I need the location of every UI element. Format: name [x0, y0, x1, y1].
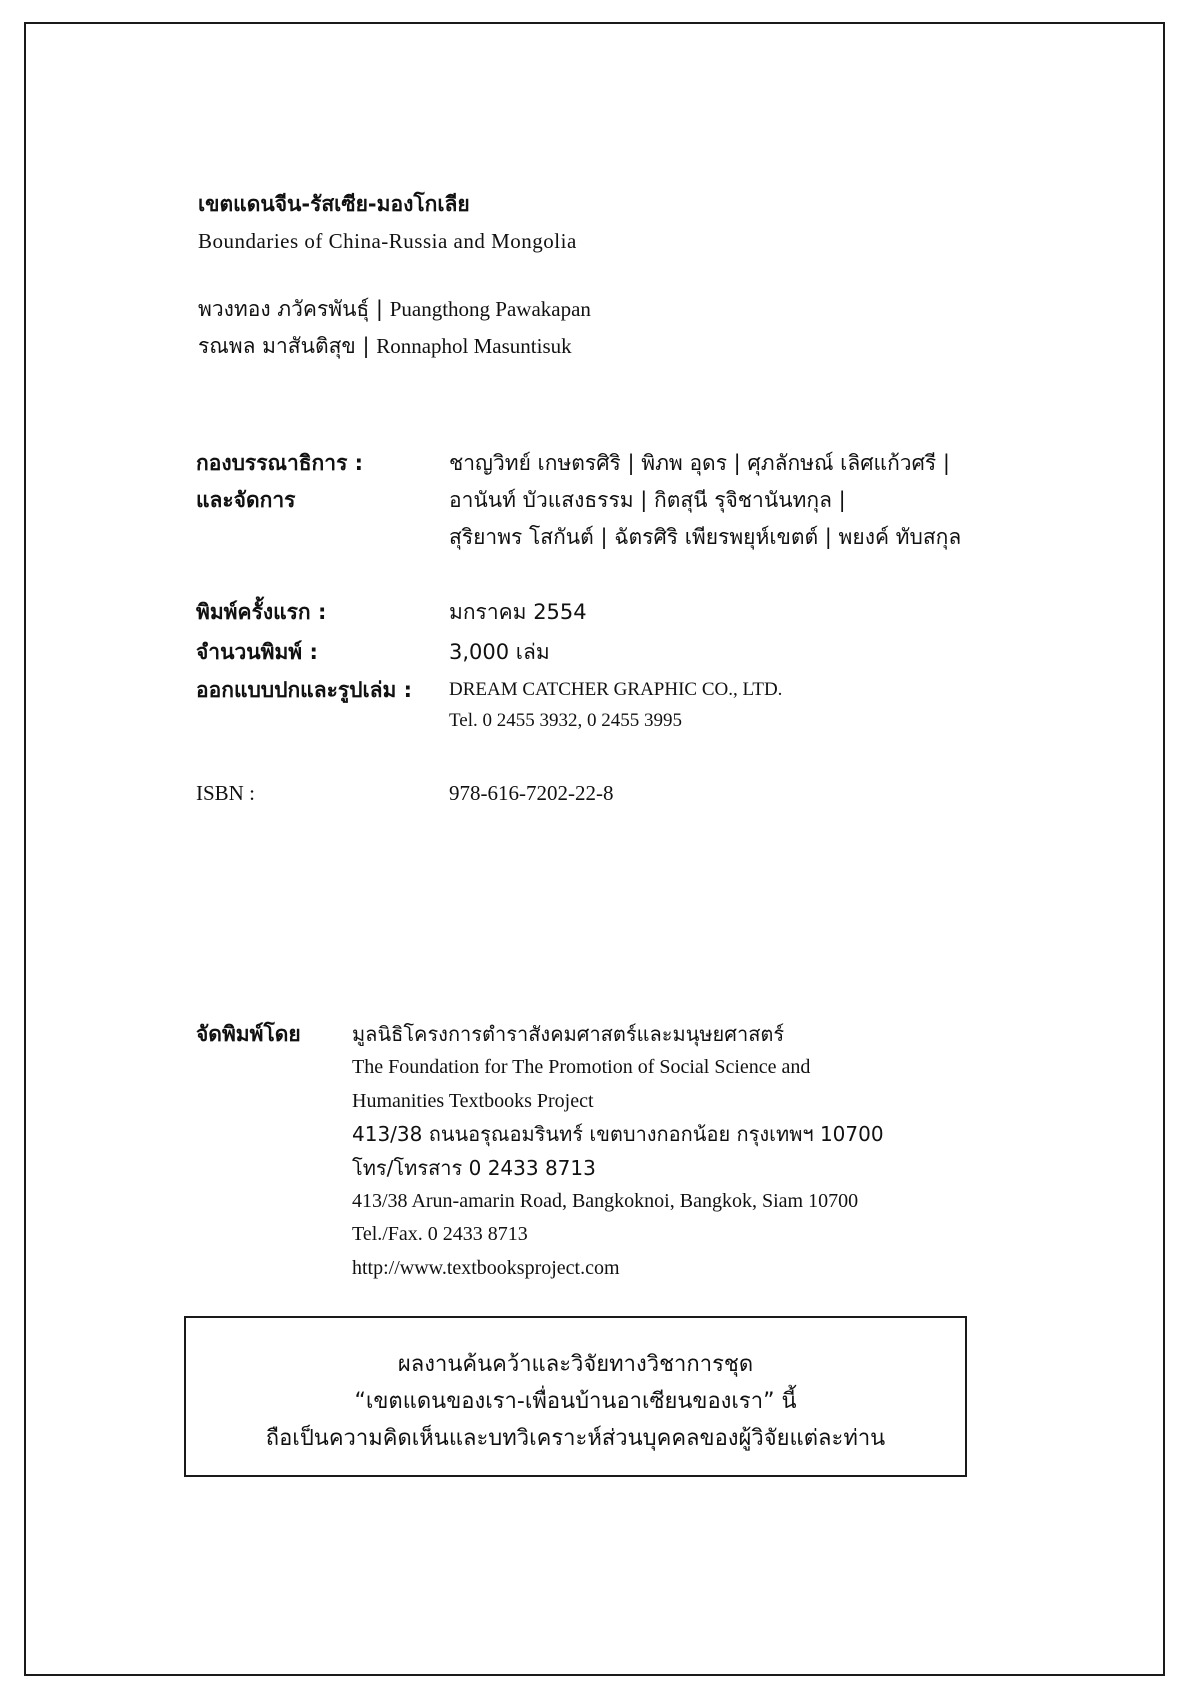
disclaimer-line: “เขตแดนของเรา-เพื่อนบ้านอาเซียนของเรา” นี้	[354, 1389, 797, 1414]
isbn-value: 978-616-7202-22-8	[449, 781, 614, 805]
publisher-website: http://www.textbooksproject.com	[352, 1256, 620, 1279]
editorial-line: ชาญวิทย์ เกษตรศิริ | พิภพ อุดร | ศุภลักษณ์ เลิศแก้วศรี |	[449, 451, 950, 475]
publisher-name-english: The Foundation for The Promotion of Social Science and	[352, 1056, 811, 1079]
book-title-thai: เขตแดนจีน-รัสเซีย-มองโกเลีย	[198, 192, 470, 216]
book-title-english: Boundaries of China-Russia and Mongolia	[198, 229, 577, 253]
author-2-thai: รณพล มาสันติสุข |	[198, 334, 370, 358]
publisher-label: จัดพิมพ์โดย	[196, 1022, 301, 1046]
design-value	[449, 674, 782, 736]
publisher-details	[352, 1018, 884, 1285]
publisher-phone-thai: โทร/โทรสาร 0 2433 8713	[352, 1155, 596, 1180]
disclaimer-line: ถือเป็นความคิดเห็นและบทวิเคราะห์ส่วนบุคคลของผู้วิจัยแต่ละท่าน	[265, 1426, 886, 1451]
authors-block	[198, 291, 591, 365]
design-label: ออกแบบปกและรูปเล่ม :	[196, 678, 413, 702]
disclaimer-line: ผลงานค้นคว้าและวิจัยทางวิชาการชุด	[397, 1352, 754, 1377]
copies-label: จำนวนพิมพ์ :	[196, 640, 318, 664]
title-block	[198, 188, 577, 254]
isbn-label: ISBN :	[196, 781, 255, 805]
editorial-label-line2: และจัดการ	[196, 488, 296, 512]
editorial-label-line1: กองบรรณาธิการ :	[196, 451, 364, 475]
design-company: DREAM CATCHER GRAPHIC CO., LTD.	[449, 679, 783, 700]
publisher-name-thai: มูลนิธิโครงการตำราสังคมศาสตร์และมนุษยศาสตร์	[352, 1022, 785, 1046]
editorial-members	[449, 445, 961, 556]
publisher-address-thai: 413/38 ถนนอรุณอมรินทร์ เขตบางกอกน้อย กรุงเทพฯ 10700	[352, 1122, 884, 1147]
editorial-label	[196, 445, 363, 519]
author-1	[198, 291, 591, 328]
author-1-thai: พวงทอง ภวัครพันธุ์ |	[198, 297, 384, 321]
author-1-english: Puangthong Pawakapan	[389, 297, 591, 321]
publisher-address-english: 413/38 Arun-amarin Road, Bangkoknoi, Bangkok, Siam 10700	[352, 1190, 859, 1213]
copies-value: 3,000 เล่ม	[449, 640, 550, 664]
publisher-name-english-cont: Humanities Textbooks Project	[352, 1089, 594, 1112]
first-print-value: มกราคม 2554	[449, 600, 587, 624]
publisher-phone-english: Tel./Fax. 0 2433 8713	[352, 1223, 528, 1246]
first-print-label: พิมพ์ครั้งแรก :	[196, 600, 327, 624]
author-2	[198, 328, 591, 365]
design-tel: Tel. 0 2455 3932, 0 2455 3995	[449, 710, 682, 731]
author-2-english: Ronnaphol Masuntisuk	[376, 334, 572, 358]
editorial-line: สุริยาพร โสกันต์ | ฉัตรศิริ เพียรพยุห์เขตต์ | พยงค์ ทับสกุล	[449, 525, 962, 549]
disclaimer-box	[184, 1316, 967, 1477]
editorial-line: อานันท์ บัวแสงธรรม | กิตสุนี รุจิชานันทกุล |	[449, 488, 846, 512]
